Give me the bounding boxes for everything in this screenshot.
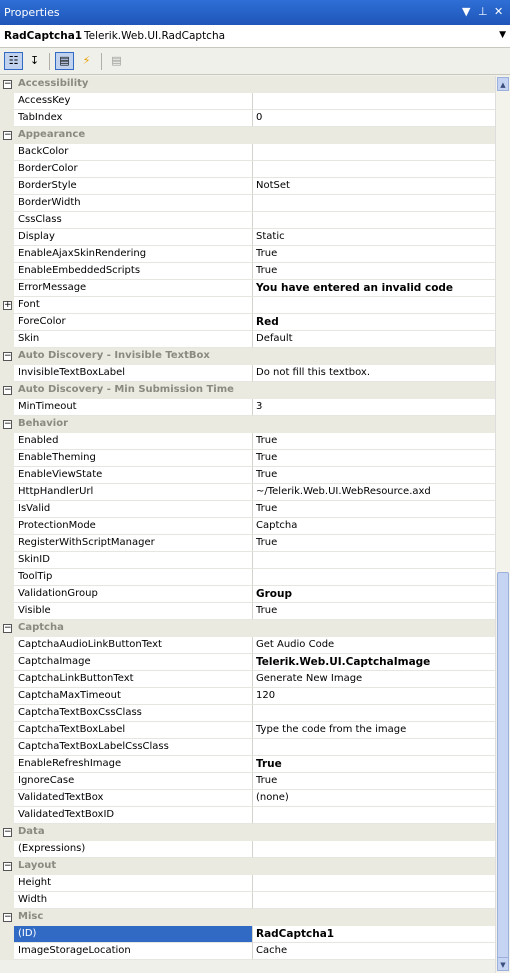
category-row[interactable] <box>0 76 495 93</box>
row-gutter <box>0 365 14 382</box>
property-name[interactable]: (Expressions) <box>14 841 253 858</box>
property-name[interactable]: InvisibleTextBoxLabel <box>14 365 253 382</box>
row-gutter <box>0 399 14 416</box>
property-pages-icon[interactable]: ▤ <box>111 54 122 67</box>
property-name[interactable]: Width <box>14 892 253 909</box>
row-gutter <box>0 280 14 297</box>
row-gutter <box>0 637 14 654</box>
property-value[interactable] <box>253 212 495 229</box>
row-gutter <box>0 501 14 518</box>
expand-icon[interactable]: + <box>4 300 12 310</box>
property-value[interactable] <box>253 93 495 110</box>
category-row[interactable] <box>0 620 495 637</box>
row-gutter <box>0 807 14 824</box>
property-name[interactable]: CaptchaTextBoxCssClass <box>14 705 253 722</box>
property-row[interactable] <box>0 263 495 280</box>
chevron-down-icon[interactable]: ▼ <box>462 5 471 18</box>
property-value[interactable] <box>253 569 495 586</box>
category-label: Layout <box>18 860 57 871</box>
collapse-icon[interactable]: − <box>4 623 12 633</box>
property-name[interactable]: IgnoreCase <box>14 773 253 790</box>
vertical-scrollbar[interactable] <box>495 76 510 973</box>
row-gutter <box>0 705 14 722</box>
property-value[interactable] <box>253 739 495 756</box>
category-row[interactable] <box>0 127 495 144</box>
chevron-down-icon[interactable]: ▼ <box>499 30 506 40</box>
property-row[interactable] <box>0 790 495 807</box>
property-name[interactable]: ProtectionMode <box>14 518 253 535</box>
property-name[interactable]: ErrorMessage <box>14 280 253 297</box>
property-row[interactable] <box>0 484 495 501</box>
categorized-icon[interactable]: ☷ <box>4 52 23 70</box>
property-value[interactable] <box>253 875 495 892</box>
close-icon[interactable]: ✕ <box>494 5 504 18</box>
property-name[interactable]: ValidationGroup <box>14 586 253 603</box>
property-value[interactable]: True <box>253 773 495 790</box>
row-gutter <box>0 586 14 603</box>
property-name[interactable]: CaptchaMaxTimeout <box>14 688 253 705</box>
property-name[interactable]: MinTimeout <box>14 399 253 416</box>
object-selector[interactable] <box>0 25 510 48</box>
property-name[interactable]: Skin <box>14 331 253 348</box>
property-value[interactable] <box>253 892 495 909</box>
property-row[interactable] <box>0 875 495 892</box>
property-value[interactable]: True <box>253 263 495 280</box>
properties-icon[interactable]: ▤ <box>55 52 74 70</box>
property-row[interactable] <box>0 705 495 722</box>
row-gutter <box>0 331 14 348</box>
scroll-down-icon[interactable]: ▼ <box>497 957 509 971</box>
property-value[interactable]: Static <box>253 229 495 246</box>
property-grid <box>0 76 495 960</box>
row-gutter <box>0 161 14 178</box>
property-row[interactable] <box>0 314 495 331</box>
row-gutter <box>0 450 14 467</box>
property-row[interactable] <box>0 331 495 348</box>
property-name[interactable]: BorderWidth <box>14 195 253 212</box>
property-value[interactable]: True <box>253 450 495 467</box>
property-name[interactable]: CssClass <box>14 212 253 229</box>
property-name[interactable]: EnableEmbeddedScripts <box>14 263 253 280</box>
property-value[interactable] <box>253 552 495 569</box>
property-name[interactable]: SkinID <box>14 552 253 569</box>
selected-object-name: RadCaptcha1 <box>4 30 83 42</box>
property-row[interactable] <box>0 535 495 552</box>
property-row[interactable] <box>0 399 495 416</box>
row-gutter <box>0 246 14 263</box>
property-row[interactable] <box>0 841 495 858</box>
property-value[interactable]: True <box>253 467 495 484</box>
property-value[interactable]: Captcha <box>253 518 495 535</box>
category-label: Auto Discovery - Invisible TextBox <box>18 350 210 361</box>
property-name[interactable]: EnableTheming <box>14 450 253 467</box>
property-value[interactable]: NotSet <box>253 178 495 195</box>
property-row[interactable] <box>0 212 495 229</box>
property-value[interactable]: Cache <box>253 943 495 960</box>
property-name[interactable]: EnableViewState <box>14 467 253 484</box>
property-value[interactable] <box>253 144 495 161</box>
property-row[interactable] <box>0 246 495 263</box>
row-gutter <box>0 484 14 501</box>
row-gutter <box>0 790 14 807</box>
property-value[interactable]: True <box>253 535 495 552</box>
property-value[interactable]: You have entered an invalid code <box>253 280 495 297</box>
property-name[interactable]: RegisterWithScriptManager <box>14 535 253 552</box>
property-value[interactable]: True <box>253 246 495 263</box>
property-row[interactable] <box>0 671 495 688</box>
property-value[interactable]: 120 <box>253 688 495 705</box>
category-row[interactable] <box>0 348 495 365</box>
collapse-icon[interactable]: − <box>4 861 12 871</box>
row-gutter <box>0 518 14 535</box>
row-gutter <box>0 892 14 909</box>
row-gutter <box>0 875 14 892</box>
row-gutter <box>0 739 14 756</box>
property-name[interactable]: Display <box>14 229 253 246</box>
property-row[interactable] <box>0 365 495 382</box>
property-value[interactable] <box>253 195 495 212</box>
row-gutter <box>0 841 14 858</box>
property-row[interactable] <box>0 450 495 467</box>
property-row[interactable] <box>0 637 495 654</box>
row-gutter <box>0 433 14 450</box>
category-label: Accessibility <box>18 78 89 89</box>
property-row[interactable] <box>0 943 495 960</box>
row-gutter <box>0 212 14 229</box>
collapse-icon[interactable]: − <box>4 827 12 837</box>
property-name[interactable]: ValidatedTextBox <box>14 790 253 807</box>
property-row[interactable] <box>0 144 495 161</box>
property-name[interactable]: ForeColor <box>14 314 253 331</box>
row-gutter <box>0 263 14 280</box>
property-value[interactable]: Telerik.Web.UI.CaptchaImage <box>253 654 495 671</box>
property-row[interactable] <box>0 739 495 756</box>
property-row[interactable] <box>0 110 495 127</box>
property-value[interactable]: ~/Telerik.Web.UI.WebResource.axd <box>253 484 495 501</box>
property-row[interactable] <box>0 229 495 246</box>
row-gutter <box>0 654 14 671</box>
toolbar-separator <box>101 53 102 70</box>
collapse-icon[interactable]: − <box>4 419 12 429</box>
property-row[interactable] <box>0 569 495 586</box>
property-row[interactable] <box>0 178 495 195</box>
property-row[interactable] <box>0 892 495 909</box>
property-name[interactable]: EnableRefreshImage <box>14 756 253 773</box>
property-row[interactable] <box>0 518 495 535</box>
collapse-icon[interactable]: − <box>4 912 12 922</box>
row-gutter <box>0 722 14 739</box>
property-name[interactable]: EnableAjaxSkinRendering <box>14 246 253 263</box>
category-label: Auto Discovery - Min Submission Time <box>18 384 234 395</box>
property-name[interactable]: CaptchaTextBoxLabel <box>14 722 253 739</box>
property-row[interactable] <box>0 807 495 824</box>
collapse-icon[interactable]: − <box>4 385 12 395</box>
window-title: Properties <box>4 6 60 19</box>
row-gutter <box>0 144 14 161</box>
property-name[interactable]: CaptchaImage <box>14 654 253 671</box>
property-value[interactable]: Red <box>253 314 495 331</box>
property-row[interactable] <box>0 195 495 212</box>
pin-icon[interactable]: ⊥ <box>478 5 488 18</box>
row-gutter <box>0 943 14 960</box>
property-value[interactable] <box>253 841 495 858</box>
row-gutter <box>0 603 14 620</box>
property-name[interactable]: ImageStorageLocation <box>14 943 253 960</box>
property-row[interactable] <box>0 467 495 484</box>
row-gutter <box>0 467 14 484</box>
property-name[interactable]: BorderStyle <box>14 178 253 195</box>
property-value[interactable] <box>253 297 495 314</box>
category-label: Data <box>18 826 45 837</box>
row-gutter <box>0 569 14 586</box>
category-row[interactable] <box>0 382 495 399</box>
property-value[interactable]: (none) <box>253 790 495 807</box>
property-name[interactable]: Visible <box>14 603 253 620</box>
property-value[interactable]: True <box>253 501 495 518</box>
property-row[interactable] <box>0 603 495 620</box>
row-gutter <box>0 535 14 552</box>
row-gutter <box>0 195 14 212</box>
property-row[interactable] <box>0 501 495 518</box>
property-name[interactable]: AccessKey <box>14 93 253 110</box>
property-value[interactable] <box>253 161 495 178</box>
property-value[interactable]: RadCaptcha1 <box>253 926 495 943</box>
scroll-up-icon[interactable]: ▲ <box>497 77 509 91</box>
row-gutter <box>0 178 14 195</box>
collapse-icon[interactable]: − <box>4 351 12 361</box>
property-value[interactable]: Do not fill this textbox. <box>253 365 495 382</box>
property-value[interactable]: Group <box>253 586 495 603</box>
property-value[interactable]: Default <box>253 331 495 348</box>
row-gutter <box>0 688 14 705</box>
property-name[interactable]: HttpHandlerUrl <box>14 484 253 501</box>
collapse-icon[interactable]: − <box>4 79 12 89</box>
property-name[interactable]: Height <box>14 875 253 892</box>
category-row[interactable] <box>0 824 495 841</box>
property-name[interactable]: CaptchaAudioLinkButtonText <box>14 637 253 654</box>
row-gutter <box>0 314 14 331</box>
property-value[interactable]: Type the code from the image <box>253 722 495 739</box>
row-gutter <box>0 773 14 790</box>
selected-object-type: Telerik.Web.UI.RadCaptcha <box>84 30 226 42</box>
category-label: Captcha <box>18 622 64 633</box>
row-gutter <box>0 756 14 773</box>
property-row[interactable] <box>0 722 495 739</box>
row-gutter <box>0 229 14 246</box>
row-gutter <box>0 671 14 688</box>
row-gutter <box>0 552 14 569</box>
property-name[interactable]: Enabled <box>14 433 253 450</box>
property-row[interactable] <box>0 552 495 569</box>
collapse-icon[interactable]: − <box>4 130 12 140</box>
property-name[interactable]: Font <box>14 297 253 314</box>
category-label: Behavior <box>18 418 69 429</box>
property-value[interactable]: Generate New Image <box>253 671 495 688</box>
property-row[interactable] <box>0 433 495 450</box>
property-name[interactable]: BackColor <box>14 144 253 161</box>
property-value[interactable]: True <box>253 603 495 620</box>
properties-toolbar <box>0 48 510 75</box>
title-bar <box>0 0 510 25</box>
property-name[interactable]: IsValid <box>14 501 253 518</box>
property-name[interactable]: TabIndex <box>14 110 253 127</box>
property-value[interactable]: 0 <box>253 110 495 127</box>
category-row[interactable] <box>0 416 495 433</box>
events-icon[interactable]: ⚡ <box>82 54 91 67</box>
property-value[interactable]: True <box>253 433 495 450</box>
property-row[interactable] <box>0 654 495 671</box>
row-gutter <box>0 110 14 127</box>
category-label: Appearance <box>18 129 86 140</box>
property-row[interactable] <box>0 93 495 110</box>
property-name[interactable]: ToolTip <box>14 569 253 586</box>
property-row[interactable] <box>0 297 495 314</box>
property-row[interactable] <box>0 926 495 943</box>
property-row[interactable] <box>0 688 495 705</box>
property-name[interactable]: CaptchaLinkButtonText <box>14 671 253 688</box>
property-name[interactable]: (ID) <box>14 926 253 943</box>
alphabetical-icon[interactable]: ↧ <box>29 54 40 67</box>
property-row[interactable] <box>0 161 495 178</box>
property-row[interactable] <box>0 773 495 790</box>
property-row[interactable] <box>0 586 495 603</box>
row-gutter <box>0 93 14 110</box>
toolbar-separator <box>49 53 50 70</box>
property-value[interactable] <box>253 705 495 722</box>
property-value[interactable]: Get Audio Code <box>253 637 495 654</box>
category-label: Misc <box>18 911 44 922</box>
property-name[interactable]: BorderColor <box>14 161 253 178</box>
property-row[interactable] <box>0 756 495 773</box>
property-value[interactable] <box>253 807 495 824</box>
property-row[interactable] <box>0 280 495 297</box>
category-row[interactable] <box>0 909 495 926</box>
category-row[interactable] <box>0 858 495 875</box>
property-name[interactable]: ValidatedTextBoxID <box>14 807 253 824</box>
property-name[interactable]: CaptchaTextBoxLabelCssClass <box>14 739 253 756</box>
property-value[interactable]: 3 <box>253 399 495 416</box>
row-gutter <box>0 926 14 943</box>
scrollbar-thumb[interactable] <box>497 572 509 959</box>
property-value[interactable]: True <box>253 756 495 773</box>
row-gutter <box>0 297 14 314</box>
